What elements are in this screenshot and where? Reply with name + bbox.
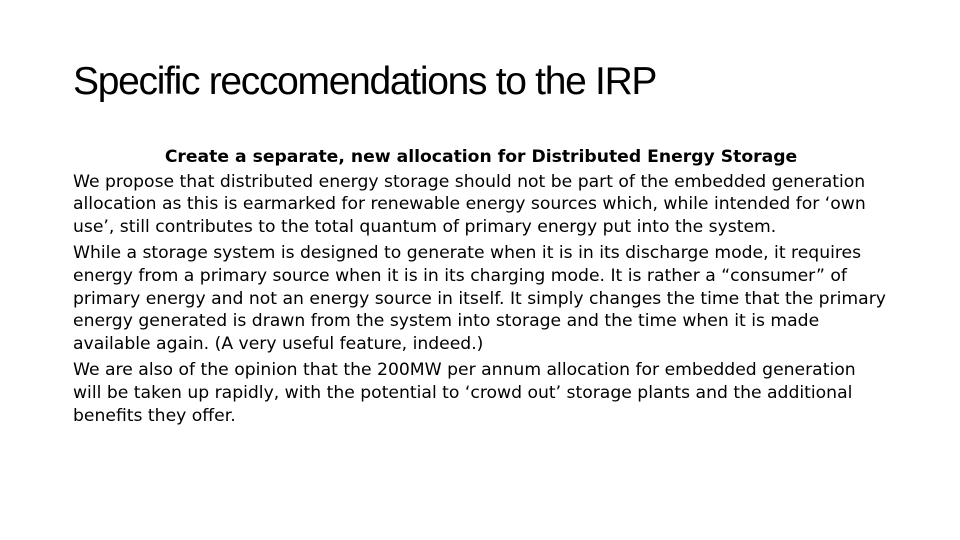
body-paragraph-2: While a storage system is designed to generate when it is in its discharge mode, it requires energy from a primary source when it is in its charging mode. It is rather a “consumer” of primary energy and not an energy source in itself. It simply changes the time that the primary energy generated is drawn from the system into storage and the time when it is made available again. (A very useful feature, indeed.) — [73, 243, 886, 354]
slide-body — [73, 146, 889, 431]
section-subheading: Create a separate, new allocation for Distributed Energy Storage — [164, 147, 798, 167]
body-paragraph-3: We are also of the opinion that the 200MW per annum allocation for embedded generation will be taken up rapidly, with the potential to ‘crowd out’ storage plants and the additional benefits they offer. — [73, 360, 856, 426]
body-paragraph-1: We propose that distributed energy storage should not be part of the embedded generation allocation as this is earmarked for renewable energy sources which, while intended for ‘own use’, still contributes to the total quantum of primary energy put into the system. — [73, 171, 866, 237]
slide-title: Specific reccomendations to the IRP — [73, 60, 657, 103]
